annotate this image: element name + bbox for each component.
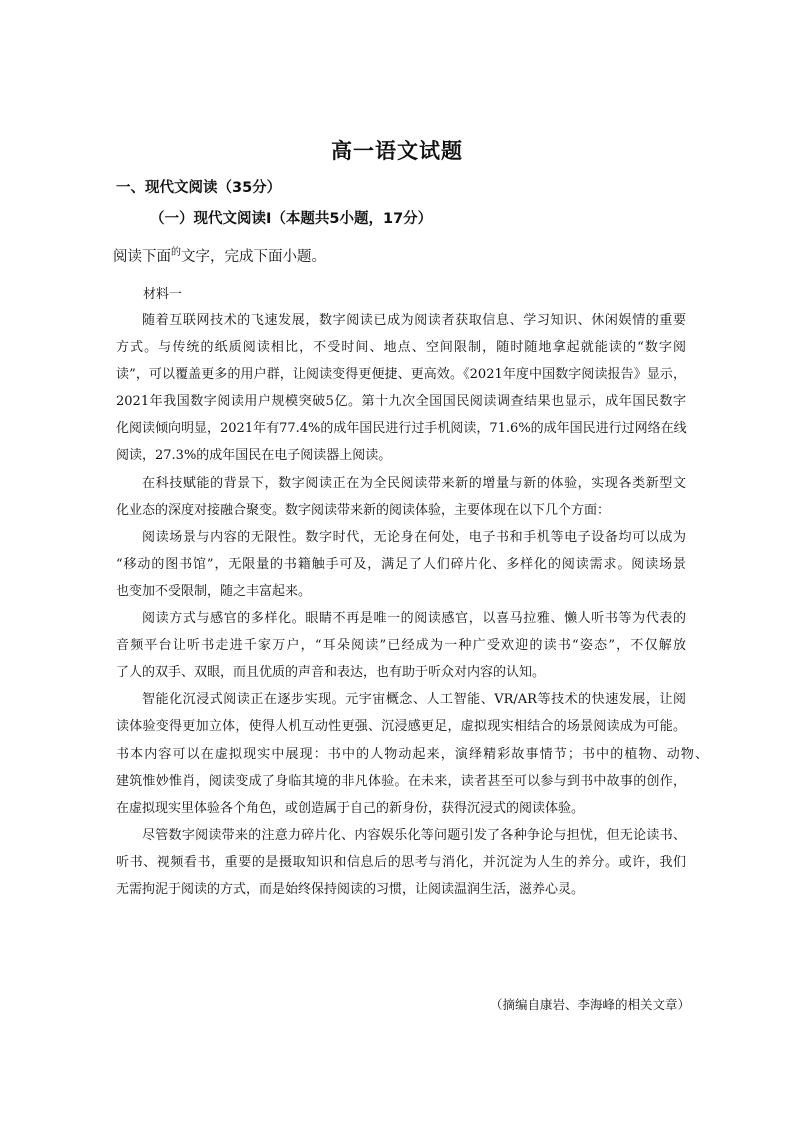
section-heading: 一、现代文阅读（35分） xyxy=(116,180,282,196)
article-line: 也变加不受限制，随之丰富起来。 xyxy=(116,583,312,599)
material-label: 材料一 xyxy=(143,287,183,302)
article-line: 音频平台让听书走进千家万户，“耳朵阅读”已经成为一种广受欢迎的读书“姿态”，不仅解放 xyxy=(116,638,686,654)
instruction-superscript: 的 xyxy=(171,247,181,258)
subsection-heading: （一）现代文阅读Ⅰ（本题共5小题，17分） xyxy=(150,211,433,227)
article-line: 在科技赋能的背景下，数字阅读正在为全民阅读带来新的增量与新的体验，实现各类新型文 xyxy=(142,475,686,491)
article-line: 方式。与传统的纸质阅读相比，不受时间、地点、空间限制，随时随地拿起就能读的“数字阅 xyxy=(116,340,686,356)
article-line: 尽管数字阅读带来的注意力碎片化、内容娱乐化等问题引发了各种争论与担忧，但无论读书、 xyxy=(142,827,686,843)
article-line: 阅读，27.3%的成年国民在电子阅读器上阅读。 xyxy=(116,448,392,464)
page-title: 高一语文试题 xyxy=(331,139,463,163)
article-line: 化业态的深度对接融合聚变。数字阅读带来新的阅读体验，主要体现在以下几个方面： xyxy=(116,502,611,518)
article-line: 阅读场景与内容的无限性。数字时代，无论身在何处，电子书和手机等电子设备均可以成为 xyxy=(142,529,686,545)
article-line: 无需拘泥于阅读的方式，而是始终保持阅读的习惯，让阅读温润生活，滋养心灵。 xyxy=(116,881,585,897)
article-body xyxy=(116,307,708,903)
article-line: 化阅读倾向明显，2021年有77.4%的成年国民进行过手机阅读，71.6%的成年国民进行过网络在线 xyxy=(116,421,687,437)
article-line: 随着互联网技术的飞速发展，数字阅读已成为阅读者获取信息、学习知识、休闲娱情的重要 xyxy=(142,313,686,328)
article-line: 在虚拟现实里体验各个角色，或创造属于自己的新身份，获得沉浸式的阅读体验。 xyxy=(116,800,585,816)
article-line: 智能化沉浸式阅读正在逐步实现。元宇宙概念、人工智能、VR/AR等技术的快速发展，让阅 xyxy=(142,692,686,708)
source-citation: （摘编自康岩、李海峰的相关文章） xyxy=(489,997,690,1012)
article-line: 阅读方式与感官的多样化。眼睛不再是唯一的阅读感官，以喜马拉雅、懒人听书等为代表的 xyxy=(142,611,686,627)
instruction-text-before: 阅读下面 xyxy=(113,249,171,265)
article-line: 听书、视频看书，重要的是摄取知识和信息后的思考与消化，并沉淀为人生的养分。或许，我们 xyxy=(116,854,686,870)
reading-instruction xyxy=(113,243,326,266)
article-line: 2021年我国数字阅读用户规模突破5亿。第十九次全国国民阅读调查结果也显示，成年国民数字 xyxy=(116,394,686,410)
article-line: 读体验变得更加立体，使得人机互动性更强、沉浸感更足，虚拟现实相结合的场景阅读成为可能。 xyxy=(116,719,686,735)
article-line: 建筑惟妙惟肖，阅读变成了身临其境的非凡体验。在未来，读者甚至可以参与到书中故事的创作， xyxy=(116,773,686,789)
article-line: 了人的双手、双眼，而且优质的声音和表达，也有助于听众对内容的认知。 xyxy=(116,665,546,681)
article-line: “移动的图书馆”，无限量的书籍触手可及，满足了人们碎片化、多样化的阅读需求。阅读场景 xyxy=(116,556,686,572)
article-line: 书本内容可以在虚拟现实中展现：书中的人物动起来，演绎精彩故事情节；书中的植物、动物、 xyxy=(116,746,708,762)
article-line: 读”，可以覆盖更多的用户群，让阅读变得更便捷、更高效。《2021年度中国数字阅读报告》显示， xyxy=(116,367,686,383)
instruction-text-after: 文字，完成下面小题。 xyxy=(181,249,326,265)
